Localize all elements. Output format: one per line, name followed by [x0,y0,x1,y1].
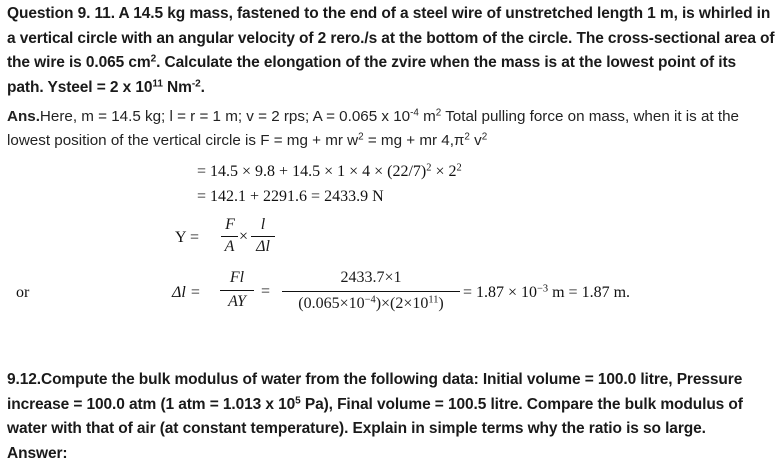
question-line: 9.12.Compute the bulk modulus of water from the following data: Initial volume = 100.0 litre, Pressure [7,371,743,388]
fl-numerator: Fl [229,269,245,286]
big-numerator: 2433.7×1 [340,269,402,286]
answer-9-11 [7,105,777,153]
answer-line: lowest position of the vertical circle is F = mg + mr $w^2$ = mg + mr $4,\pi^2$ $v^2$ [7,131,488,149]
or-label: or [16,284,30,301]
question-line: the wire is 0.065 $cm^2$. Calculate the elongation of the zvire when the mass is at the lowest point of its [7,53,737,71]
question-line: Question 9. 11. A 14.5 kg mass, fastened to the end of a steel wire of unstretched length 1 m, is whirled in [7,5,771,22]
answer-label: Ans. [7,108,40,125]
fraction-bar [220,290,254,291]
equation-force-value: = 142.1 + 2291.6 = 2433.9 N [197,188,384,205]
equation-force-expanded: = $14.5 \times 9.8 + 14.5 \times 1 \times 4 \times (22/7)^2 \times 2^2$ [197,162,462,180]
elongation-result: = $1.87 \times 10^{-3}$ m = 1.87 m. [463,283,631,301]
question-line: water with that of air (at constant temperature). Explain in simple terms why the ratio is so large. [7,420,706,437]
fraction-bar [282,291,460,292]
y-numerator-f: F [225,216,235,233]
y-denominator-a: A [224,238,235,255]
question-9-11 [7,2,777,100]
big-denominator: $(0.065\times 10^{-4})\times(2\times 10^{11})$ [298,294,444,312]
question-line: a vertical circle with an angular velocity of 2 rero./s at the bottom of the circle. The cross-sectional area of [7,29,775,47]
times-sign: × [239,228,249,245]
question-line: path. Ysteel = 2 x $10^{11}$ $Nm^{-2}$. [7,77,205,96]
delta-l-label: Δl = [172,284,201,301]
y-numerator-l: l [260,216,266,233]
answer-label: Answer: [7,444,68,462]
fraction-bar [221,236,238,237]
young-modulus-label: Y = [175,229,199,246]
question-9-12 [7,368,777,466]
ay-denominator: AY [228,293,246,310]
y-denominator-dl: Δl [256,238,270,255]
answer-line: Ans.Here, m = 14.5 kg; l = r = 1 m; v = 2 rps; A = 0.065 x $10^{-4}$ $m^2$ Total pulling force on mass, when it is at the [7,107,739,125]
question-line: increase = 100.0 atm (1 atm = 1.013 x $10^5$ Pa), Final volume = 100.5 litre. Compare the bulk modulus of [7,394,743,413]
equals-sign: = [261,283,271,300]
fraction-bar [251,236,275,237]
